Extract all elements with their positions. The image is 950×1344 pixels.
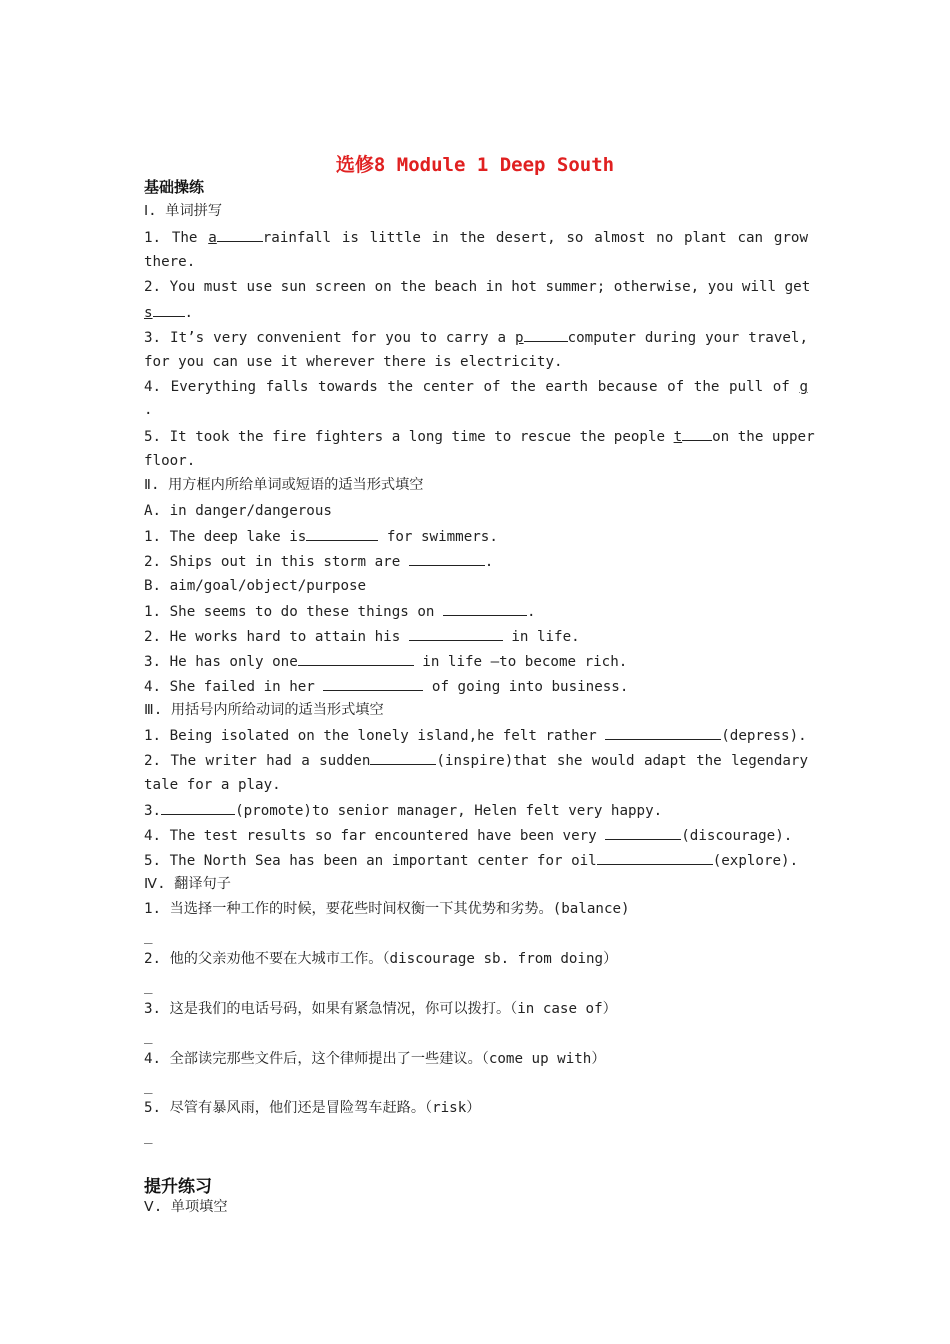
part1-q2-line1: 2. You must use sun screen on the beach in hot summer; otherwise, you will get (144, 279, 811, 295)
answer-blank[interactable] (605, 825, 681, 840)
part4-q1: 1. 当选择一种工作的时候，要花些时间权衡一下其优势和劣势。(balance) (144, 901, 630, 917)
hint-letter: p (515, 330, 524, 346)
answer-blank[interactable] (597, 850, 713, 865)
part1-q5-line2: floor. (144, 453, 196, 469)
part2-b-q2: 2. He works hard to attain his in life. (144, 626, 808, 647)
part3-q5: 5. The North Sea has been an important center for oil (explore). (144, 850, 808, 871)
answer-blank[interactable] (605, 725, 721, 740)
part3-heading: Ⅲ. 用括号内所给动词的适当形式填空 (144, 702, 384, 718)
part4-q5-answer[interactable]: _ (144, 1128, 153, 1144)
part2-group-a: A. in danger/dangerous (144, 503, 332, 519)
part4-q4: 4. 全部读完那些文件后，这个律师提出了一些建议。（come up with） (144, 1051, 606, 1067)
part3-q3: 3. (promote)to senior manager, Helen felt very happy. (144, 800, 808, 821)
part2-a-q1: 1. The deep lake is for swimmers. (144, 526, 808, 547)
section-heading-advance: 提升练习 (144, 1177, 212, 1197)
part1-q3-line1: 3. It’s very convenient for you to carry a p computer during your travel, (144, 327, 808, 348)
answer-blank[interactable] (153, 302, 185, 317)
part1-q4-line2: . (144, 402, 153, 418)
part4-q1-answer[interactable]: _ (144, 928, 153, 944)
part2-b-q1: 1. She seems to do these things on . (144, 601, 808, 622)
answer-blank[interactable] (217, 227, 263, 242)
part5-heading: Ⅴ. 单项填空 (144, 1199, 228, 1215)
part3-q2-line2: tale for a play. (144, 777, 281, 793)
section-heading-basic: 基础操练 (144, 178, 205, 196)
part2-a-q2: 2. Ships out in this storm are . (144, 551, 808, 572)
answer-blank[interactable] (161, 800, 235, 815)
hint-letter: s (144, 305, 153, 321)
part1-q1-line1: 1. The a rainfall is little in the desert, so almost no plant can grow (144, 227, 808, 248)
answer-blank[interactable] (370, 750, 436, 765)
answer-blank[interactable] (682, 426, 712, 441)
part4-q3-answer[interactable]: _ (144, 1028, 153, 1044)
part1-q5-line1: 5. It took the fire fighters a long time to rescue the people t on the upper (144, 426, 808, 447)
part2-group-b: B. aim/goal/object/purpose (144, 578, 367, 594)
part2-b-q4: 4. She failed in her of going into business. (144, 676, 808, 697)
part4-q2: 2. 他的父亲劝他不要在大城市工作。（discourage sb. from doing） (144, 951, 618, 967)
answer-blank[interactable] (306, 526, 378, 541)
answer-blank[interactable] (409, 626, 503, 641)
part4-heading: Ⅳ. 翻译句子 (144, 876, 231, 892)
part3-q4: 4. The test results so far encountered have been very (discourage). (144, 825, 808, 846)
page-title: 选修8 Module 1 Deep South (335, 154, 615, 176)
part4-q5: 5. 尽管有暴风雨，他们还是冒险驾车赶路。（risk） (144, 1100, 481, 1116)
part2-b-q3: 3. He has only one in life —to become rich. (144, 651, 808, 672)
part1-q4-line1: 4. Everything falls towards the center of the earth because of the pull of g (144, 379, 808, 395)
part4-q2-answer[interactable]: _ (144, 978, 153, 994)
part4-q4-answer[interactable]: _ (144, 1078, 153, 1094)
part4-q3: 3. 这是我们的电话号码，如果有紧急情况，你可以拨打。（in case of） (144, 1001, 617, 1017)
part1-q1-line2: there. (144, 254, 196, 270)
hint-letter: t (673, 429, 683, 445)
answer-blank[interactable] (409, 551, 485, 566)
part1-q2-line2: s . (144, 302, 808, 323)
hint-letter: a (208, 230, 217, 246)
answer-blank[interactable] (524, 327, 568, 342)
answer-blank[interactable] (443, 601, 527, 616)
part1-q3-line2: for you can use it wherever there is electricity. (144, 354, 563, 370)
part2-heading: Ⅱ. 用方框内所给单词或短语的适当形式填空 (144, 477, 424, 493)
hint-letter: g (799, 379, 808, 395)
part3-q1: 1. Being isolated on the lonely island,he felt rather (depress). (144, 725, 808, 746)
answer-blank[interactable] (323, 676, 423, 691)
part1-heading: Ⅰ. 单词拼写 (144, 203, 223, 219)
answer-blank[interactable] (298, 651, 414, 666)
part3-q2-line1: 2. The writer had a sudden (inspire)that she would adapt the legendary (144, 750, 808, 771)
